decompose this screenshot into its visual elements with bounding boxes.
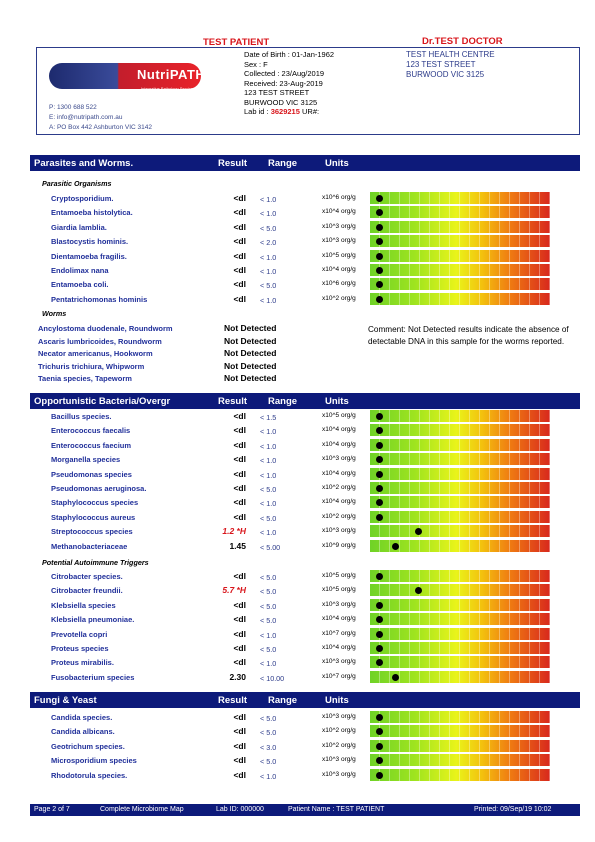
result-value: <dl <box>233 279 246 290</box>
result-value: <dl <box>233 643 246 653</box>
level-gradient-bar <box>370 264 550 276</box>
footer-patient: Patient Name : TEST PATIENT <box>288 806 385 813</box>
level-gradient-bar <box>370 192 550 204</box>
organism-name: Cryptosporidium. <box>51 194 114 203</box>
level-gradient-bar <box>370 439 550 451</box>
result-value: <dl <box>233 207 246 218</box>
units-value: x10^6 org/g <box>322 280 356 288</box>
level-gradient-bar <box>370 656 550 668</box>
level-marker <box>415 587 422 594</box>
result-value: 1.45 <box>229 540 246 551</box>
result-value: <dl <box>233 193 246 203</box>
level-marker <box>376 456 383 463</box>
level-gradient-bar <box>370 628 550 640</box>
level-marker <box>376 253 383 260</box>
level-gradient-bar <box>370 482 550 494</box>
level-gradient-bar <box>370 525 550 537</box>
units-value: x10^4 org/g <box>322 440 356 448</box>
organism-name: Klebsiella pneumoniae. <box>51 615 135 625</box>
range-value: < 1.0 <box>260 470 277 480</box>
worm-name: Trichuris trichiura, Whipworm <box>38 361 145 371</box>
collected: Collected : 23/Aug/2019 <box>244 69 325 78</box>
col-range: Range <box>268 396 298 407</box>
level-marker <box>376 281 383 288</box>
level-gradient-bar <box>370 235 550 247</box>
units-value: x10^2 org/g <box>322 727 356 735</box>
organism-name: Microsporidium species <box>51 756 137 766</box>
level-marker <box>376 514 383 521</box>
lab-id-line <box>244 107 319 117</box>
level-marker <box>376 645 383 652</box>
result-value: <dl <box>233 483 246 493</box>
units-value: x10^3 org/g <box>322 455 356 463</box>
range-value: < 5.0 <box>260 714 277 723</box>
organism-name: Proteus species <box>51 644 109 653</box>
col-result: Result <box>218 158 248 169</box>
section-parasites-header <box>30 155 580 171</box>
level-marker <box>376 224 383 231</box>
section-title: Parasites and Worms. <box>34 158 134 169</box>
range-value: < 1.0 <box>260 267 277 276</box>
section-bacteria-header <box>30 393 580 409</box>
range-value: < 1.0 <box>260 252 277 262</box>
units-value: x10^3 org/g <box>322 237 356 245</box>
subhead-worms: Worms <box>42 309 67 318</box>
result-value: <dl <box>233 571 246 581</box>
col-units: Units <box>325 158 349 169</box>
lab-phone: P: 1300 688 522 <box>49 104 97 111</box>
units-value: x10^5 org/g <box>322 412 356 419</box>
organism-name: Dientamoeba fragilis. <box>51 251 127 261</box>
organism-name: Candida species. <box>51 713 113 722</box>
organism-name: Klebsiella species <box>51 600 116 610</box>
result-value: <dl <box>233 614 246 625</box>
worm-result: Not Detected <box>224 373 277 383</box>
level-marker <box>376 471 383 478</box>
patient-name: TEST PATIENT <box>203 37 270 48</box>
organism-name: Enterococcus faecium <box>51 440 132 450</box>
level-marker <box>376 499 383 506</box>
organism-name: Staphylococcus aureus <box>51 512 136 522</box>
range-value: < 5.0 <box>260 616 277 626</box>
units-value: x10^3 org/g <box>322 756 356 764</box>
organism-name: Endolimax nana <box>51 266 109 275</box>
level-marker <box>392 543 399 550</box>
range-value: < 5.0 <box>260 513 277 523</box>
level-marker <box>376 209 383 216</box>
range-value: < 1.0 <box>260 295 277 305</box>
organism-name: Bacillus species. <box>51 412 112 421</box>
level-gradient-bar <box>370 540 550 552</box>
level-marker <box>376 573 383 580</box>
worm-result: Not Detected <box>224 360 277 371</box>
result-value: <dl <box>233 265 246 275</box>
level-marker <box>376 772 383 779</box>
result-value: <dl <box>233 599 246 610</box>
units-value: x10^5 org/g <box>322 251 356 259</box>
units-value: x10^2 org/g <box>322 294 356 302</box>
level-marker <box>392 674 399 681</box>
footer-page: Page 2 of 7 <box>34 806 70 813</box>
worm-name: Taenia species, Tapeworm <box>38 374 132 383</box>
nutripath-logo <box>49 58 209 94</box>
organism-name: Prevotella copri <box>51 629 108 639</box>
units-value: x10^3 org/g <box>322 658 356 666</box>
received: Received: 23-Aug-2019 <box>244 78 323 88</box>
result-value: <dl <box>233 221 246 232</box>
units-value: x10^3 org/g <box>322 713 356 720</box>
range-value: < 1.0 <box>260 427 277 437</box>
level-marker <box>376 296 383 303</box>
result-value: <dl <box>233 293 246 304</box>
units-value: x10^5 org/g <box>322 586 356 594</box>
level-marker <box>415 528 422 535</box>
organism-name: Methanobacteriaceae <box>51 541 128 551</box>
level-marker <box>376 485 383 492</box>
range-value: < 1.0 <box>260 499 277 509</box>
level-gradient-bar <box>370 711 550 723</box>
range-value: < 5.0 <box>260 281 277 291</box>
level-gradient-bar <box>370 410 550 422</box>
range-value: < 1.0 <box>260 209 277 219</box>
result-value: 5.7 *H <box>222 585 246 596</box>
level-marker <box>376 757 383 764</box>
col-result: Result <box>218 695 248 706</box>
dob: Date of Birth : 01-Jan-1962 <box>244 50 335 59</box>
col-range: Range <box>268 158 298 169</box>
result-value: <dl <box>233 740 246 751</box>
range-value: < 1.0 <box>260 528 277 538</box>
units-value: x10^3 org/g <box>322 770 356 778</box>
patient-street: 123 TEST STREET <box>244 88 310 97</box>
subhead-autoimmune: Potential Autoimmune Triggers <box>42 558 149 567</box>
range-value: < 5.0 <box>260 728 277 738</box>
doctor-suburb: BURWOOD VIC 3125 <box>406 70 485 79</box>
patient-suburb: BURWOOD VIC 3125 <box>244 97 318 107</box>
level-marker <box>376 631 383 638</box>
organism-name: Rhodotorula species. <box>51 770 128 780</box>
result-value: <dl <box>233 755 246 766</box>
organism-name: Morganella species <box>51 455 121 465</box>
result-value: <dl <box>233 726 246 737</box>
col-range: Range <box>268 695 298 706</box>
col-result: Result <box>218 396 248 407</box>
level-gradient-bar <box>370 613 550 625</box>
level-marker <box>376 659 383 666</box>
logo-text: NutriPATH <box>137 67 206 82</box>
units-value: x10^2 org/g <box>322 512 356 520</box>
level-gradient-bar <box>370 754 550 766</box>
range-value: < 5.0 <box>260 485 277 494</box>
level-gradient-bar <box>370 769 550 781</box>
units-value: x10^4 org/g <box>322 644 356 651</box>
range-value: < 1.0 <box>260 195 277 204</box>
lab-address: A: PO Box 442 Ashburton VIC 3142 <box>49 124 152 131</box>
organism-name: Blastocystis hominis. <box>51 237 129 247</box>
range-value: < 3.0 <box>260 742 277 752</box>
level-gradient-bar <box>370 424 550 436</box>
col-units: Units <box>325 695 349 706</box>
units-value: x10^4 org/g <box>322 615 356 623</box>
result-value: <dl <box>233 468 246 479</box>
level-marker <box>376 267 383 274</box>
level-gradient-bar <box>370 221 550 233</box>
level-gradient-bar <box>370 599 550 611</box>
units-value: x10^3 org/g <box>322 527 356 535</box>
units-value: x10^7 org/g <box>322 629 356 637</box>
result-value: 2.30 <box>229 671 246 682</box>
footer-title: Complete Microbiome Map <box>100 806 184 813</box>
result-value: <dl <box>233 236 246 247</box>
range-value: < 5.0 <box>260 573 277 582</box>
footer-lab-id: Lab ID: 000000 <box>216 806 264 813</box>
organism-name: Staphylococcus species <box>51 498 139 508</box>
result-value: <dl <box>233 511 246 522</box>
range-value: < 1.0 <box>260 630 277 640</box>
result-value: 1.2 *H <box>222 526 246 537</box>
range-value: < 5.00 <box>260 542 281 552</box>
organism-name: Giardia lamblia. <box>51 222 107 232</box>
result-value: <dl <box>233 497 246 508</box>
level-marker <box>376 427 383 434</box>
range-value: < 5.0 <box>260 223 277 233</box>
level-marker <box>376 602 383 609</box>
section-fungi-header <box>30 692 580 708</box>
lab-email: E: info@nutripath.com.au <box>49 114 123 121</box>
ur-label: UR#: <box>302 107 320 116</box>
range-value: < 1.5 <box>260 413 277 422</box>
organism-name: Citrobacter species. <box>51 572 123 581</box>
organism-name: Pseudomonas aeruginosa. <box>51 484 147 493</box>
level-marker <box>376 728 383 735</box>
level-marker <box>376 714 383 721</box>
level-marker <box>376 442 383 449</box>
organism-name: Enterococcus faecalis <box>51 426 131 436</box>
worm-name: Ancylostoma duodenale, Roundworm <box>38 324 173 333</box>
level-gradient-bar <box>370 570 550 582</box>
units-value: x10^2 org/g <box>322 484 356 491</box>
result-value: <dl <box>233 712 246 722</box>
range-value: < 1.0 <box>260 659 277 669</box>
level-gradient-bar <box>370 584 550 596</box>
doctor-street: 123 TEST STREET <box>406 60 476 69</box>
level-gradient-bar <box>370 511 550 523</box>
logo-subtext: Integrative Pathology Services <box>141 86 196 91</box>
page-footer <box>30 804 580 816</box>
level-gradient-bar <box>370 206 550 218</box>
organism-name: Candida albicans. <box>51 727 115 737</box>
organism-name: Entamoeba histolytica. <box>51 208 133 218</box>
units-value: x10^7 org/g <box>322 672 356 680</box>
level-gradient-bar <box>370 740 550 752</box>
doctor-clinic: TEST HEALTH CENTRE <box>406 50 495 59</box>
units-value: x10^5 org/g <box>322 572 356 579</box>
units-value: x10^4 org/g <box>322 426 356 434</box>
level-gradient-bar <box>370 725 550 737</box>
level-gradient-bar <box>370 250 550 262</box>
units-value: x10^4 org/g <box>322 498 356 506</box>
worms-comment: Comment: Not Detected results indicate the absence of detectable DNA in this sample for the worms reported. <box>368 325 569 346</box>
lab-id-value: 3629215 <box>270 107 300 116</box>
organism-name: Pseudomonas species <box>51 469 132 479</box>
doctor-name: Dr.TEST DOCTOR <box>422 36 503 47</box>
range-value: < 5.0 <box>260 645 277 654</box>
section-title: Opportunistic Bacteria/Overgr <box>34 396 171 407</box>
level-gradient-bar <box>370 468 550 480</box>
organism-name: Geotrichum species. <box>51 741 125 751</box>
range-value: < 5.0 <box>260 757 277 767</box>
units-value: x10^3 org/g <box>322 222 356 230</box>
level-marker <box>376 195 383 202</box>
range-value: < 1.0 <box>260 771 277 781</box>
result-value: <dl <box>233 425 246 436</box>
result-value: <dl <box>233 411 246 421</box>
worm-name: Ascaris lumbricoides, Roundworm <box>38 336 162 346</box>
level-gradient-bar <box>370 671 550 683</box>
worm-result: Not Detected <box>224 323 277 333</box>
organism-name: Pentatrichomonas hominis <box>51 294 148 304</box>
units-value: x10^4 org/g <box>322 208 356 216</box>
sex: Sex : F <box>244 59 268 69</box>
level-gradient-bar <box>370 453 550 465</box>
organism-name: Entamoeba coli. <box>51 280 109 290</box>
level-marker <box>376 743 383 750</box>
level-gradient-bar <box>370 278 550 290</box>
range-value: < 1.0 <box>260 456 277 466</box>
units-value: x10^3 org/g <box>322 600 356 608</box>
level-marker <box>376 238 383 245</box>
level-marker <box>376 413 383 420</box>
result-value: <dl <box>233 657 246 668</box>
subhead-parasitic: Parasitic Organisms <box>42 179 112 188</box>
units-value: x10^2 org/g <box>322 741 356 749</box>
units-value: x10^4 org/g <box>322 469 356 477</box>
range-value: < 5.0 <box>260 587 277 597</box>
units-value: x10^4 org/g <box>322 266 356 273</box>
result-value: <dl <box>233 250 246 261</box>
range-value: < 5.0 <box>260 601 277 611</box>
organism-name: Streptococcus species <box>51 527 133 537</box>
lab-id-label: Lab id : <box>244 107 269 116</box>
worm-name: Necator americanus, Hookworm <box>38 349 153 358</box>
units-value: x10^6 org/g <box>322 194 356 201</box>
organism-name: Fusobacterium species <box>51 672 135 682</box>
level-marker <box>376 616 383 623</box>
level-gradient-bar <box>370 642 550 654</box>
result-value: <dl <box>233 454 246 465</box>
worm-result: Not Detected <box>224 348 277 358</box>
organism-name: Proteus mirabilis. <box>51 658 114 668</box>
worm-result: Not Detected <box>224 335 277 346</box>
result-value: <dl <box>233 439 246 450</box>
level-gradient-bar <box>370 496 550 508</box>
section-title: Fungi & Yeast <box>34 695 97 706</box>
col-units: Units <box>325 396 349 407</box>
result-value: <dl <box>233 769 246 780</box>
level-gradient-bar <box>370 293 550 305</box>
range-value: < 10.00 <box>260 673 285 683</box>
footer-printed: Printed: 09/Sep/19 10:02 <box>474 806 552 813</box>
range-value: < 1.0 <box>260 441 277 451</box>
result-value: <dl <box>233 628 246 639</box>
organism-name: Citrobacter freundii. <box>51 586 123 596</box>
units-value: x10^9 org/g <box>322 541 356 549</box>
range-value: < 2.0 <box>260 238 277 248</box>
